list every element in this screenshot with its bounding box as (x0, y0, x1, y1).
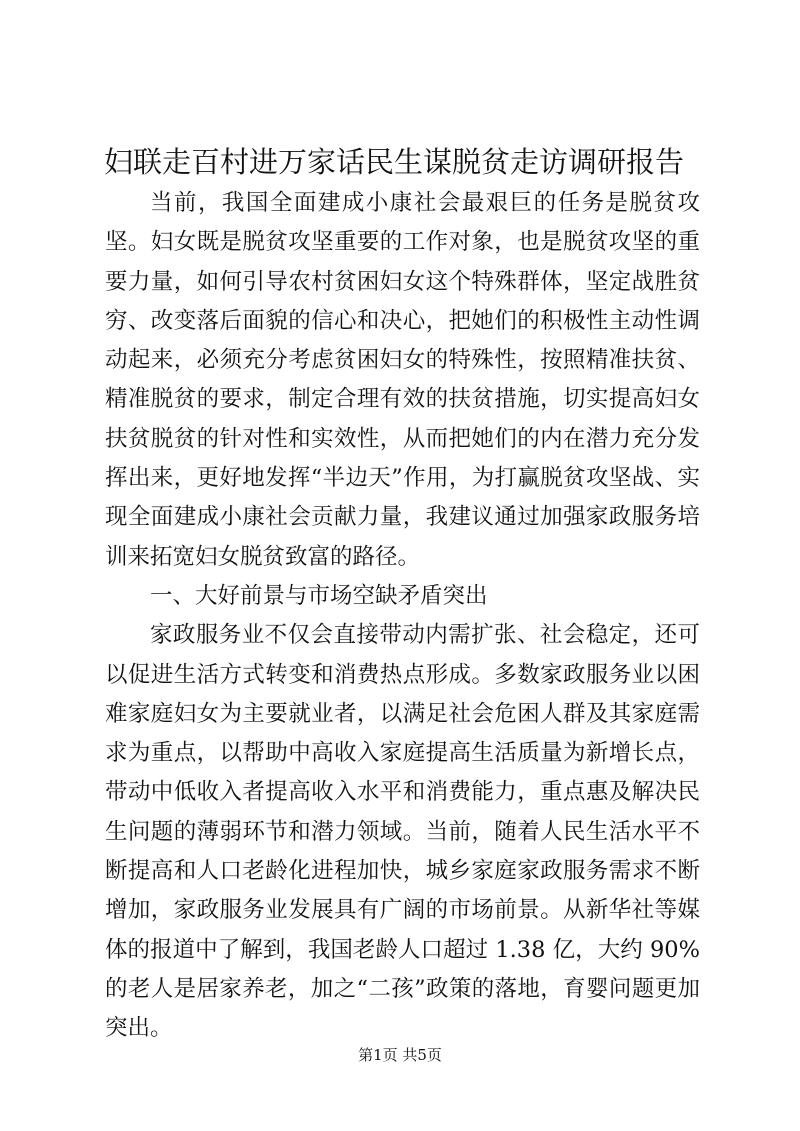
document-title: 妇联走百村进万家话民生谋脱贫走访调研报告 (104, 145, 685, 179)
paragraph-intro: 当前，我国全面建成小康社会最艰巨的任务是脱贫攻坚。妇女既是脱贫攻坚重要的工作对象，也是脱贫攻坚的重要力量，如何引导农村贫困妇女这个特殊群体，坚定战胜贫穷、改变落后面貌的信心和决心，把她们的积极性主动性调动起来，必须充分考虑贫困妇女的特殊性，按照精准扶贫、精准脱贫的要求，制定合理有效的扶贫措施，切实提高妇女扶贫脱贫的针对性和实效性，从而把她们的内在潜力充分发挥出来，更好地发挥“半边天”作用，为打赢脱贫攻坚战、实现全面建成小康社会贡献力量，我建议通过加强家政服务培训来拓宽妇女脱贫致富的路径。 (105, 190, 700, 570)
section-heading-1: 一、大好前景与市场空缺矛盾突出 (150, 582, 488, 609)
document-body (105, 184, 700, 1049)
page-number-footer: 第1页 共5页 (358, 1046, 442, 1064)
paragraph-section-1: 家政服务业不仅会直接带动内需扩张、社会稳定，还可以促进生活方式转变和消费热点形成。多数家政服务业以困难家庭妇女为主要就业者，以满足社会危困人群及其家庭需求为重点，以帮助中高收入家庭提高生活质量为新增长点，带动中低收入者提高收入水平和消费能力，重点惠及解决民生问题的薄弱环节和潜力领域。当前，随着人民生活水平不断提高和人口老龄化进程加快，城乡家庭家政服务需求不断增加，家政服务业发展具有广阔的市场前景。从新华社等媒体的报道中了解到，我国老龄人口超过 1.38 亿，大约 90%的老人是居家养老，加之“二孩”政策的落地，育婴问题更加突出。 (105, 622, 700, 1042)
